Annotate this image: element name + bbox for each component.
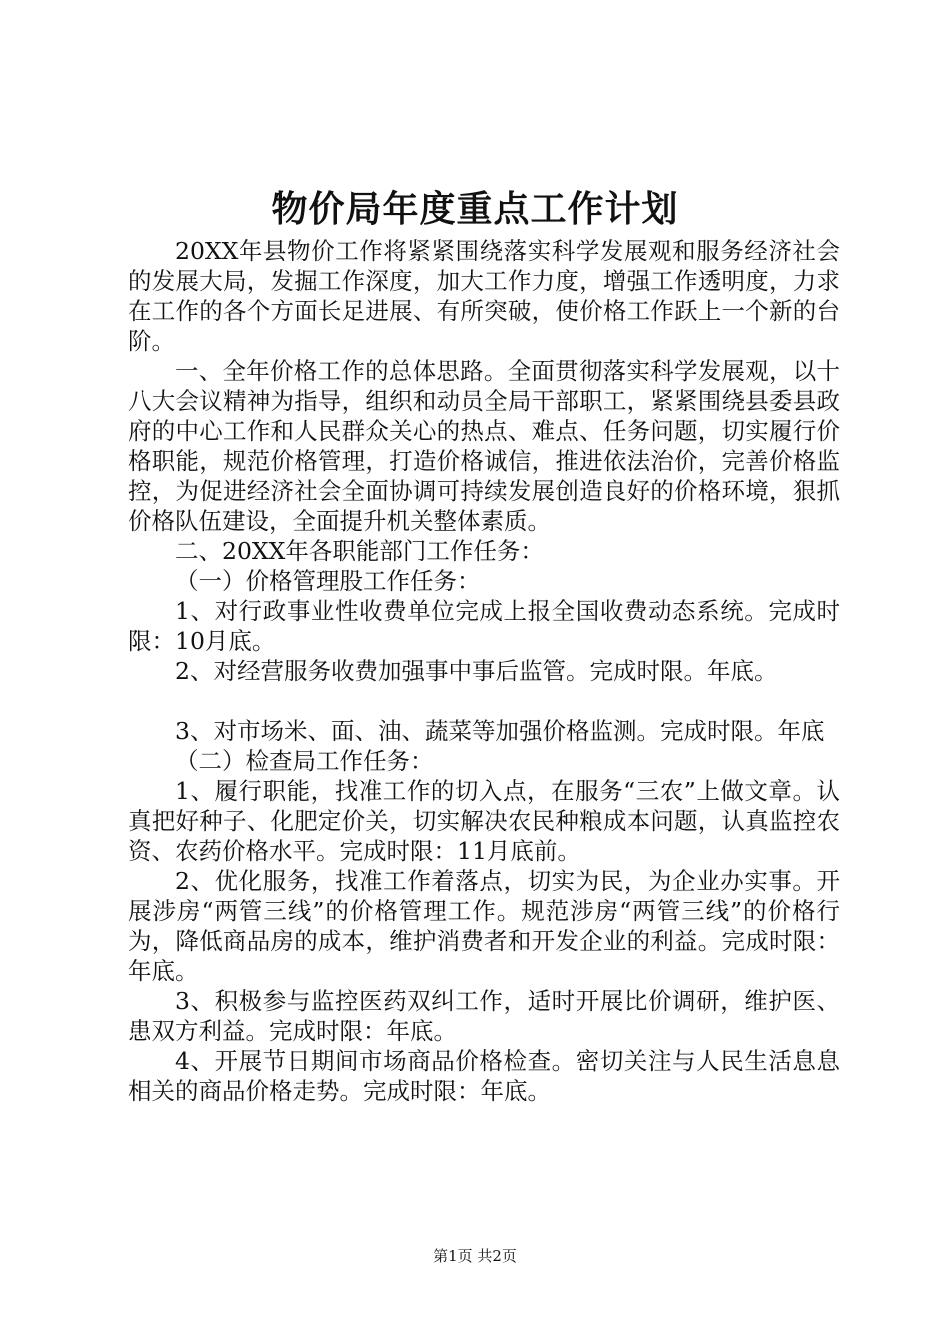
- paragraph-section-1: 一、全年价格工作的总体思路。全面贯彻落实科学发展观，以十八大会议精神为指导，组织和动员全局干部职工，紧紧围绕县委县政府的中心工作和人民群众关心的热点、难点、任务问题，切实履行价格职能，规范价格管理，打造价格诚信，推进依法治价，完善价格监控，为促进经济社会全面协调可持续发展创造良好的价格环境，狠抓价格队伍建设，全面提升机关整体素质。: [128, 357, 840, 535]
- paragraph-item: 1、对行政事业性收费单位完成上报全国收费动态系统。完成时限：10月底。: [128, 597, 840, 655]
- paragraph-subsection-1-heading: （一）价格管理股工作任务：: [175, 567, 481, 595]
- paragraph-item: 3、对市场米、面、油、蔬菜等加强价格监测。完成时限。年底: [175, 717, 825, 745]
- paragraph-item: 4、开展节日期间市场商品价格检查。密切关注与人民生活息息相关的商品价格走势。完成时限：年底。: [128, 1047, 840, 1105]
- paragraph-item: 3、积极参与监控医药双纠工作，适时开展比价调研，维护医、患双方利益。完成时限：年底。: [128, 987, 840, 1045]
- paragraph-intro: 20XX年县物价工作将紧紧围绕落实科学发展观和服务经济社会的发展大局，发掘工作深度，加大工作力度，增强工作透明度，力求在工作的各个方面长足进展、有所突破，使价格工作跃上一个新的台阶。: [128, 237, 840, 355]
- document-title: 物价局年度重点工作计划: [271, 188, 679, 230]
- paragraph-item: 1、履行职能，找准工作的切入点，在服务“三农”上做文章。认真把好种子、化肥定价关，切实解决农民种粮成本问题，认真监控农资、农药价格水平。完成时限：11月底前。: [128, 777, 840, 865]
- page-number-footer: 第1页 共2页: [433, 1247, 517, 1265]
- paragraph-item: 2、优化服务，找准工作着落点，切实为民，为企业办实事。开展涉房“两管三线”的价格管理工作。规范涉房“两管三线”的价格行为，降低商品房的成本，维护消费者和开发企业的利益。完成时限：年底。: [128, 867, 840, 985]
- paragraph-item: 2、对经营服务收费加强事中事后监管。完成时限。年底。: [175, 657, 778, 685]
- paragraph-subsection-2-heading: （二）检查局工作任务：: [175, 747, 434, 775]
- document-body: [128, 236, 840, 1106]
- paragraph-section-2-heading: 二、20XX年各职能部门工作任务：: [175, 537, 544, 565]
